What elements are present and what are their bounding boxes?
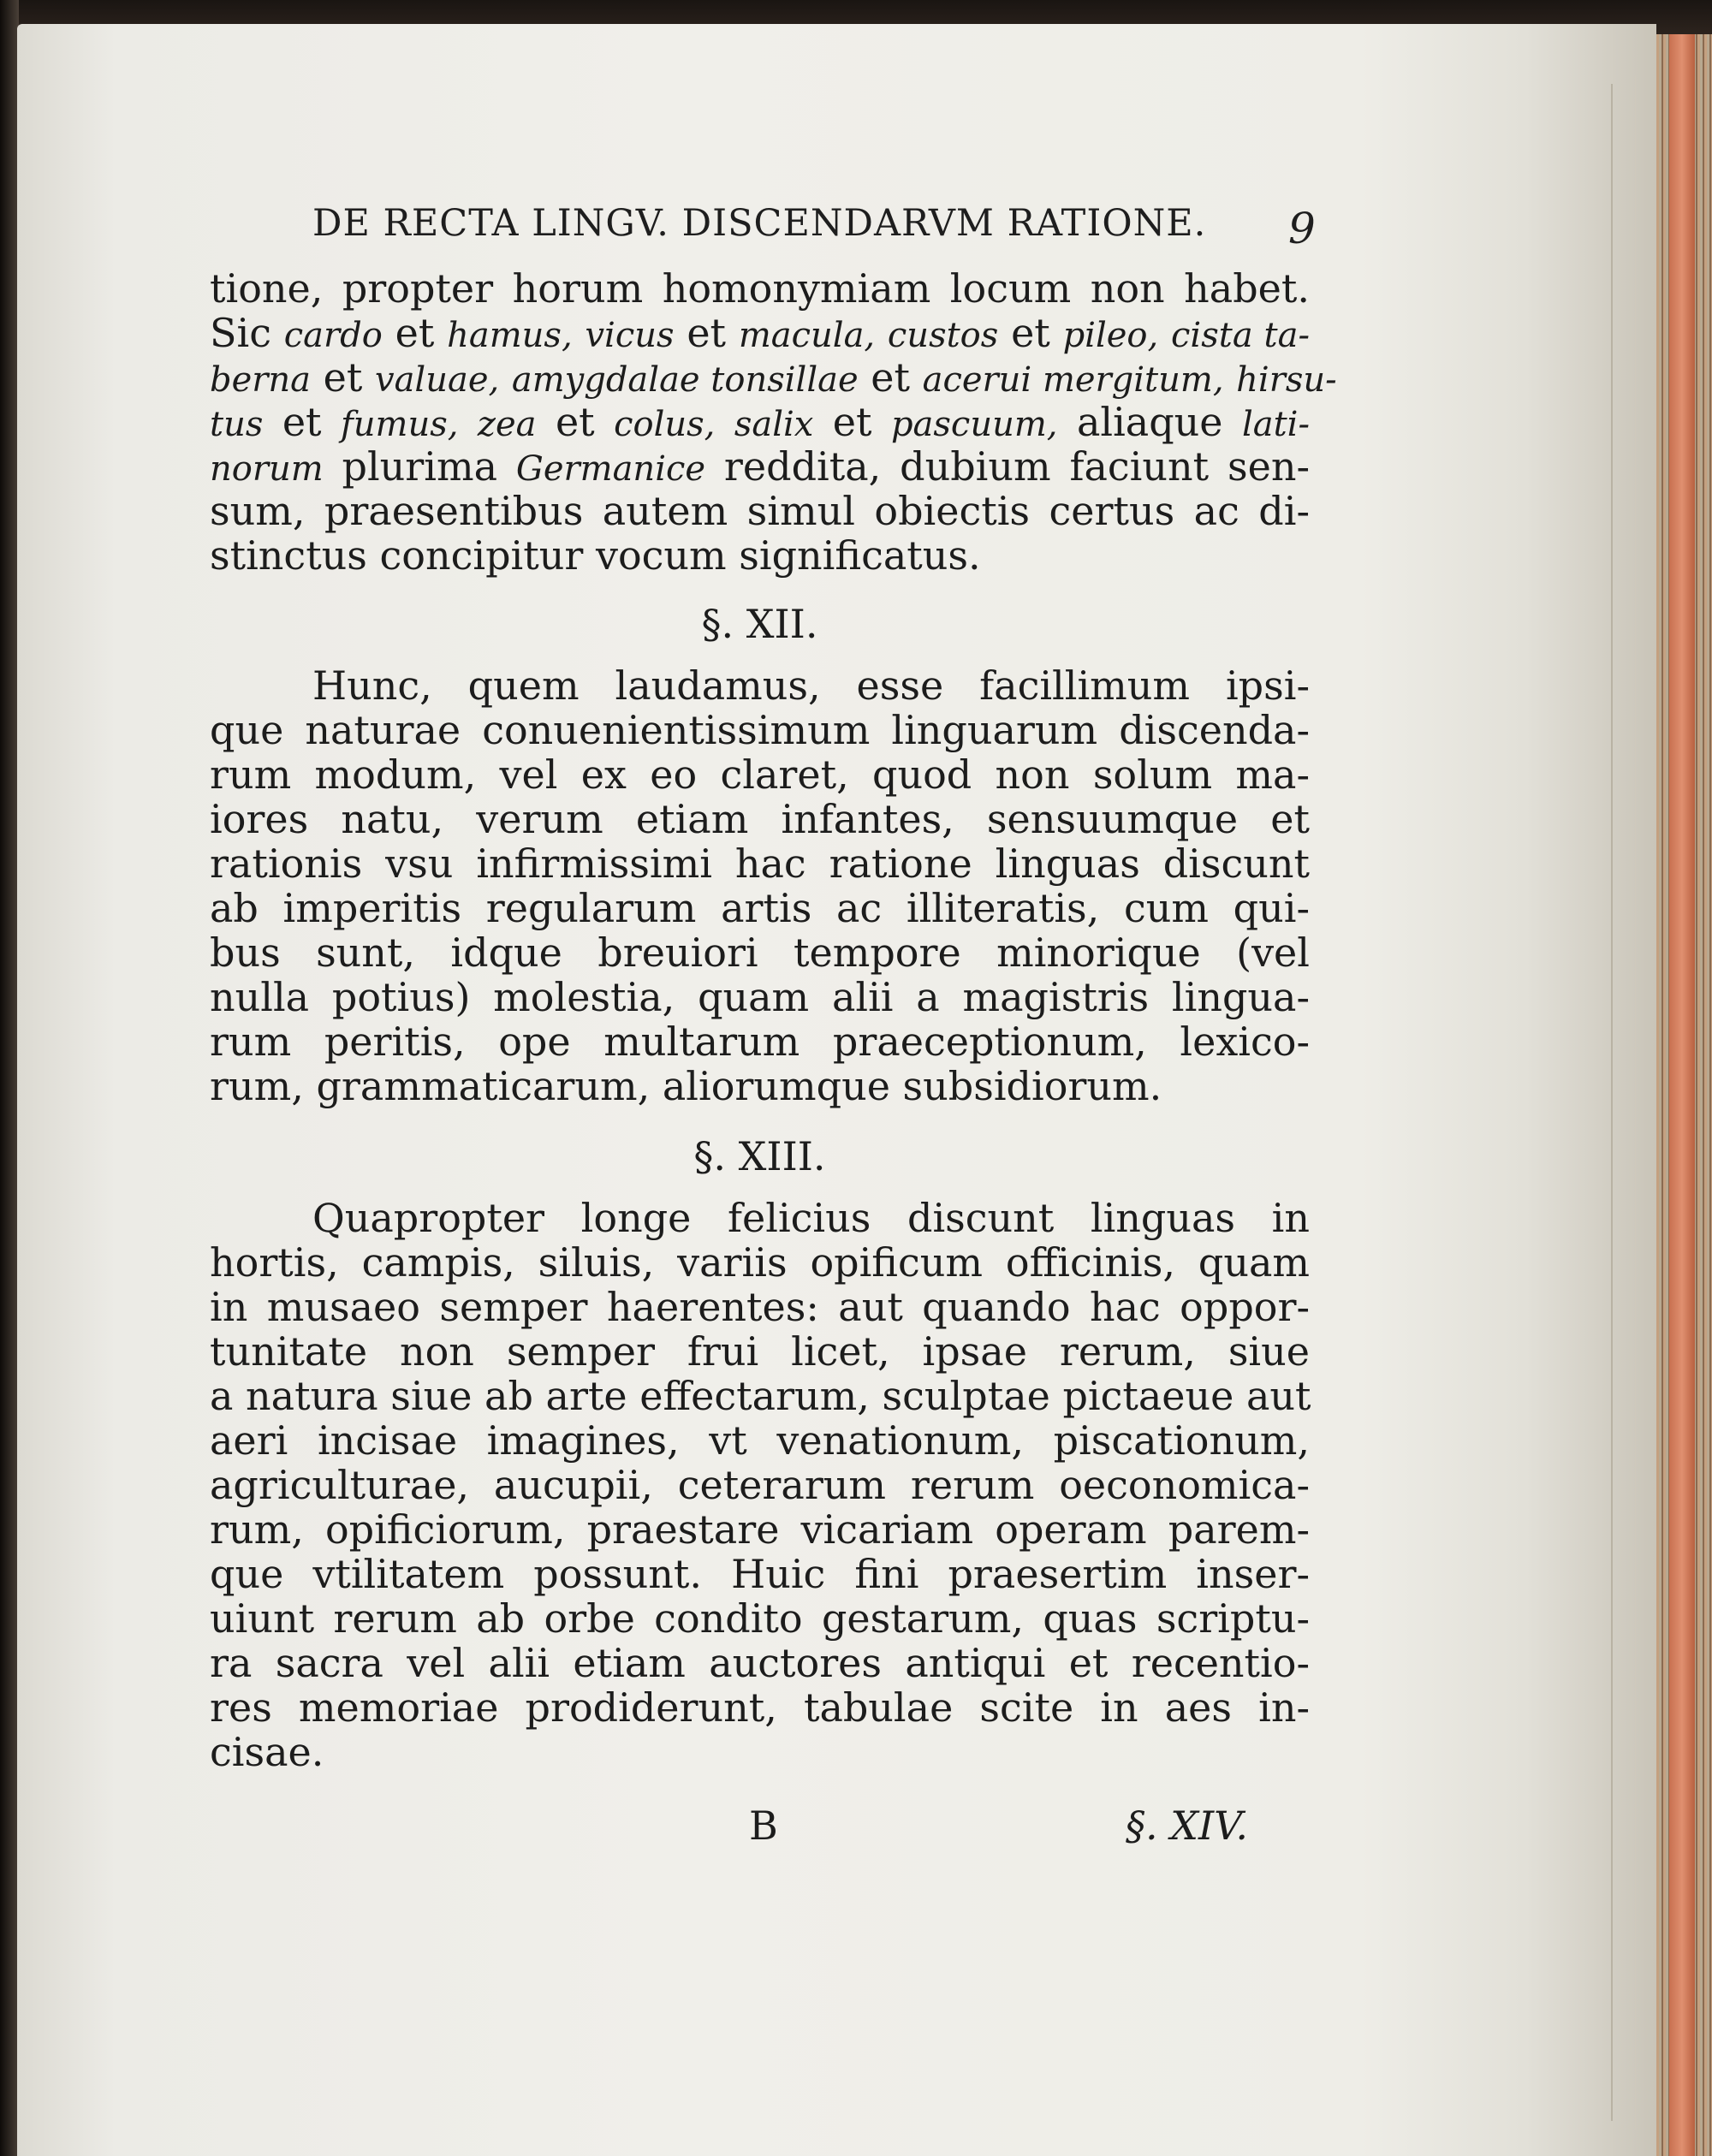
text-line: que vtilitatem possunt. Huic fini praesertim inser- <box>210 1551 1310 1597</box>
text-line: tunitate non semper frui licet, ipsae rerum, siue <box>210 1328 1310 1375</box>
catchword: §. XIV. <box>1126 1803 1248 1849</box>
text-line: rationis vsu infirmissimi hac ratione linguas discunt <box>210 840 1310 887</box>
text-line: rum modum, vel ex eo claret, quod non solum ma- <box>210 751 1310 798</box>
text-line: a natura siue ab arte effectarum, sculptae pictaeue aut <box>210 1373 1311 1419</box>
text-line: res memoriae prodiderunt, tabulae scite in aes in- <box>210 1684 1310 1731</box>
page-stack-edge <box>1652 34 1712 2156</box>
text-line: que naturae conuenientissimum linguarum discenda- <box>210 707 1310 753</box>
section-heading-xiii: §. XIII. <box>693 1133 826 1179</box>
text-line: ra sacra vel alii etiam auctores antiqui et recentio- <box>210 1640 1310 1686</box>
text-line: tus et fumus, zea et colus, salix et pascuum, aliaque lati- <box>210 399 1310 445</box>
signature-mark: B <box>749 1803 778 1849</box>
page-fold-line-outer <box>1635 75 1636 2129</box>
page-fold-line <box>1611 84 1613 2121</box>
text-line: uiunt rerum ab orbe condito gestarum, quas scriptu- <box>210 1595 1310 1642</box>
text-line: agriculturae, aucupii, ceterarum rerum oeconomica- <box>210 1462 1310 1508</box>
book-page <box>17 24 1656 2156</box>
text-line: rum, grammaticarum, aliorumque subsidiorum. <box>210 1063 1162 1109</box>
text-line: nulla potius) molestia, quam alii a magistris lingua- <box>210 974 1310 1020</box>
text-line: Sic cardo et hamus, vicus et macula, custos et pileo, cista ta- <box>210 310 1310 356</box>
text-line: rum, opificiorum, praestare vicariam operam parem- <box>210 1506 1310 1553</box>
text-line: aeri incisae imagines, vt venationum, piscationum, <box>210 1417 1310 1464</box>
text-line: bus sunt, idque breuiori tempore minorique (vel <box>210 930 1310 976</box>
book-spine-shadow <box>0 0 19 2156</box>
text-line: Quapropter longe felicius discunt linguas in <box>312 1195 1310 1241</box>
text-line: in musaeo semper haerentes: aut quando hac oppor- <box>210 1284 1310 1330</box>
text-line: norum plurima Germanice reddita, dubium faciunt sen- <box>210 443 1310 490</box>
page-number: 9 <box>1288 204 1316 253</box>
text-line: iores natu, verum etiam infantes, sensuumque et <box>210 796 1310 842</box>
red-page-edge <box>1669 34 1695 2156</box>
text-line: stinctus concipitur vocum significatus. <box>210 532 981 579</box>
text-line: ab imperitis regularum artis ac illiteratis, cum qui- <box>210 885 1310 931</box>
text-line: hortis, campis, siluis, variis opificum officinis, quam <box>210 1239 1310 1286</box>
text-line: tione, propter horum homonymiam locum non habet. <box>210 265 1310 312</box>
section-heading-xii: §. XII. <box>701 601 818 647</box>
text-line: rum peritis, ope multarum praeceptionum, lexico- <box>210 1019 1310 1065</box>
running-title: DE RECTA LINGV. DISCENDARVM RATIONE. <box>312 202 1207 245</box>
text-line: sum, praesentibus autem simul obiectis certus ac di- <box>210 488 1310 534</box>
text-line: Hunc, quem laudamus, esse facillimum ipsi- <box>312 662 1310 709</box>
text-line: berna et valuae, amygdalae tonsillae et acerui mergitum, hirsu- <box>210 354 1337 401</box>
text-line: cisae. <box>210 1729 324 1775</box>
